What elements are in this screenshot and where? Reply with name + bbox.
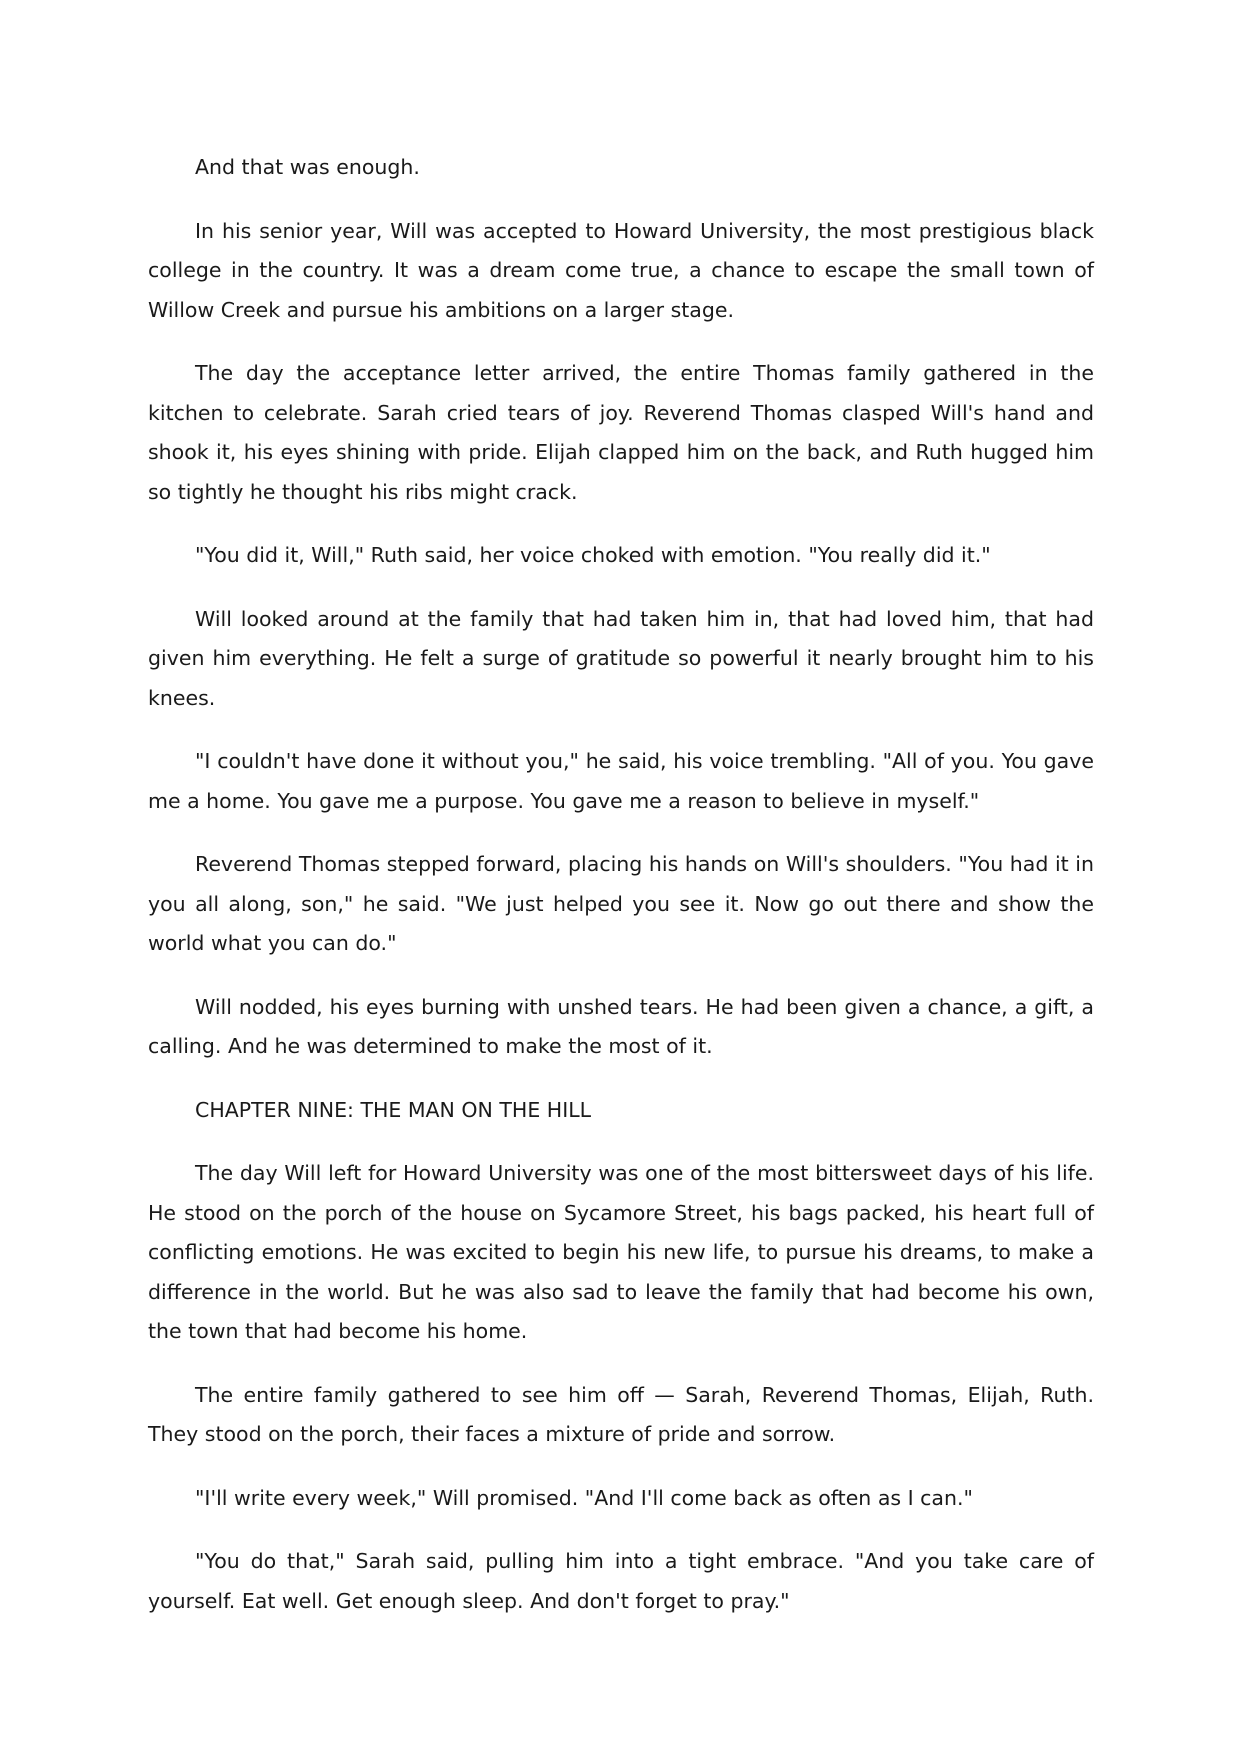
chapter-heading: CHAPTER NINE: THE MAN ON THE HILL	[195, 1097, 592, 1122]
paragraph: Will looked around at the family that had taken him in, that had loved him, that had given him everything. He felt a surge of gratitude so powerful it nearly brought him to his knees.	[148, 606, 1094, 710]
paragraph: In his senior year, Will was accepted to Howard University, the most prestigious black college in the country. It was a dream come true, a chance to escape the small town of Willow Creek and pursue his ambitions on a larger stage.	[148, 218, 1094, 322]
body-text	[148, 148, 1094, 1645]
paragraph: The day the acceptance letter arrived, the entire Thomas family gathered in the kitchen to celebrate. Sarah cried tears of joy. Reverend Thomas clasped Will's hand and shook it, his eyes shining with pride. Elijah clapped him on the back, and Ruth hugged him so tightly he thought his ribs might crack.	[148, 361, 1094, 504]
paragraph: Will nodded, his eyes burning with unshed tears. He had been given a chance, a gift, a calling. And he was determined to make the most of it.	[148, 994, 1094, 1058]
paragraph: And that was enough.	[195, 155, 420, 179]
paragraph: Reverend Thomas stepped forward, placing his hands on Will's shoulders. "You had it in you all along, son," he said. "We just helped you see it. Now go out there and show the world what you can do."	[148, 852, 1094, 955]
paragraph: "You did it, Will," Ruth said, her voice choked with emotion. "You really did it."	[195, 543, 991, 567]
paragraph: "I couldn't have done it without you," he said, his voice trembling. "All of you. You gave me a home. You gave me a purpose. You gave me a reason to believe in myself."	[148, 749, 1094, 813]
paragraph: "I'll write every week," Will promised. "And I'll come back as often as I can."	[195, 1485, 973, 1510]
paragraph: "You do that," Sarah said, pulling him into a tight embrace. "And you take care of yourself. Eat well. Get enough sleep. And don't forget to pray."	[148, 1549, 1094, 1613]
paragraph: The entire family gathered to see him off — Sarah, Reverend Thomas, Elijah, Ruth. They stood on the porch, their faces a mixture of pride and sorrow.	[148, 1382, 1094, 1446]
paragraph: The day Will left for Howard University was one of the most bittersweet days of his life. He stood on the porch of the house on Sycamore Street, his bags packed, his heart full of conflicting emotions. He was excited to begin his new life, to pursue his dreams, to make a difference in the world. But he was also sad to leave the family that had become his own, the town that had become his home.	[148, 1161, 1094, 1343]
